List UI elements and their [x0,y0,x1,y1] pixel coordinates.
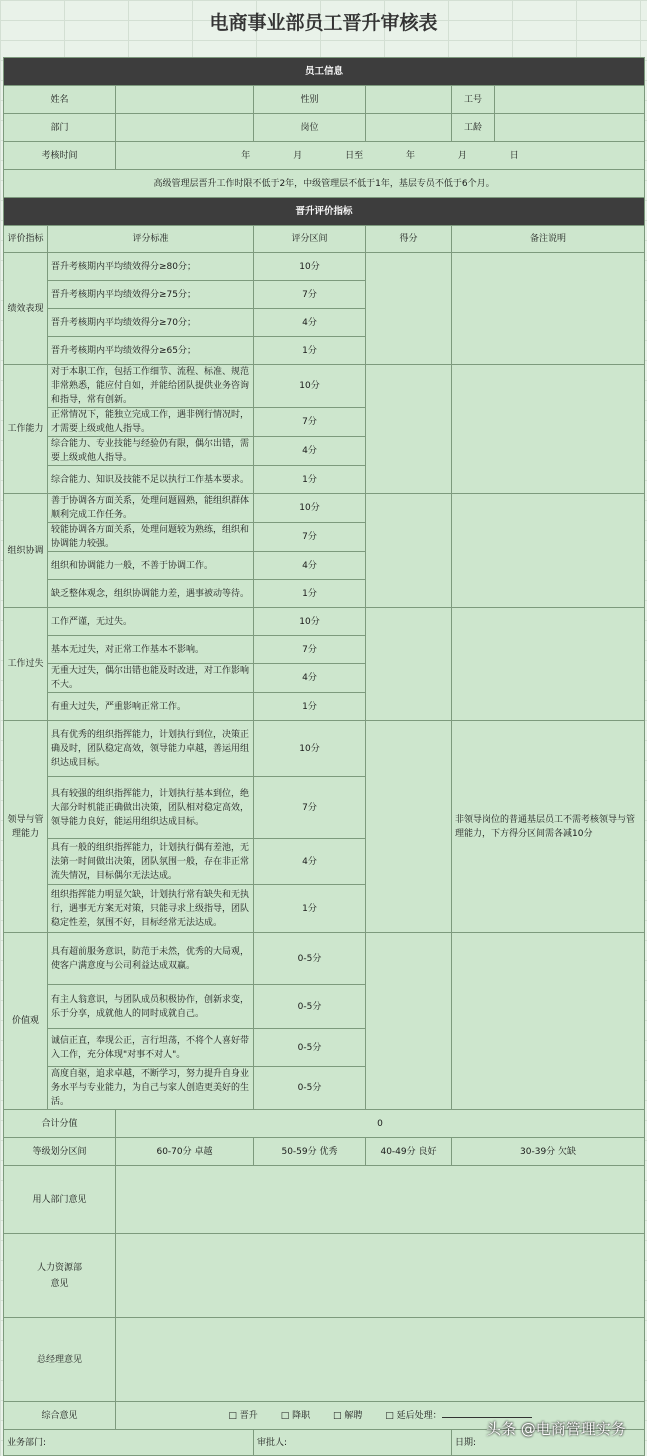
score-range: 1分 [254,337,366,365]
score-range: 10分 [254,365,366,408]
criterion: 较能协调各方面关系，处理问题较为熟练，组织和协调能力较强。 [48,523,254,552]
option-label: 解聘 [344,1410,363,1421]
score-range: 10分 [254,253,366,281]
score-range: 4分 [254,309,366,337]
watermark: 头条 @电商管理实务 [486,1420,626,1438]
period-year-2: 年 [405,150,415,161]
score-range: 4分 [254,839,366,885]
label-period: 考核时间 [4,142,116,170]
grade-3: 40-49分 良好 [366,1138,452,1166]
requirement-note: 高级管理层晋升工作时限不低于2年，中级管理层不低于1年，基层专员不低于6个月。 [4,170,645,198]
input-dept[interactable] [116,114,254,142]
indicator-name: 绩效表现 [4,253,48,365]
section-header-evaluation: 晋升评价指标 [4,198,645,226]
option-promote[interactable] [228,1409,257,1423]
score-input[interactable] [366,721,452,933]
criterion: 缺乏整体观念，组织协调能力差，遇事被动等待。 [48,580,254,608]
label-emp-no: 工号 [452,86,495,114]
criterion: 对于本职工作，包括工作细节、流程、标准、规范非常熟悉，能应付自如，并能给团队提供业务咨询和指导，常有创新。 [48,365,254,408]
score-range: 1分 [254,466,366,494]
score-input[interactable] [366,608,452,721]
indicator-note[interactable] [452,494,645,608]
input-hr-opinion[interactable] [116,1234,645,1318]
label-position: 岗位 [254,114,366,142]
col-header-range: 评分区间 [254,226,366,253]
indicator-note[interactable] [452,933,645,1110]
label-seniority: 工龄 [452,114,495,142]
col-header-criterion: 评分标准 [48,226,254,253]
option-label: 晋升 [239,1410,258,1421]
criterion: 诚信正直，奉现公正，言行坦荡，不将个人喜好带入工作，充分体现"对事不对人"。 [48,1029,254,1067]
criterion: 有主人翁意识，与团队成员积极协作，创新求变，乐于分享，成就他人的同时成就自己。 [48,985,254,1029]
signoff-dept[interactable] [4,1430,254,1456]
score-input[interactable] [366,253,452,365]
criterion: 具有超前服务意识，防范于未然，优秀的大局观，使客户满意度与公司利益达成双赢。 [48,933,254,985]
option-label: 延后处理： [396,1410,442,1421]
label-hr-opinion: 人力资源部 意见 [4,1234,116,1318]
score-range: 4分 [254,552,366,580]
indicator-name: 工作过失 [4,608,48,721]
score-range: 4分 [254,437,366,466]
label-signoff-dept: 业务部门: [7,1437,47,1448]
indicator-name: 领导与管理能力 [4,721,48,933]
criterion: 无重大过失，偶尔出错也能及时改进，对工作影响不大。 [48,664,254,693]
indicator-note[interactable]: 非领导岗位的普通基层员工不需考核领导与管理能力，下方得分区间需各减10分 [452,721,645,933]
indicator-name: 组织协调 [4,494,48,608]
criterion: 具有优秀的组织指挥能力，计划执行到位，决策正确及时，团队稳定高效，领导能力卓越，善运用组织达成目标。 [48,721,254,777]
input-seniority[interactable] [495,114,645,142]
score-range: 1分 [254,885,366,933]
checkbox-icon: □ [228,1410,237,1421]
criterion: 组织指挥能力明显欠缺，计划执行常有缺失和无执行，遇事无方案无对策，只能寻求上级指导，团队稳定性差，氛围不好，目标经常无法达成。 [48,885,254,933]
period-day-to: 日至 [345,150,364,161]
period-day-2: 日 [509,150,519,161]
checkbox-icon: □ [385,1410,394,1421]
criterion: 有重大过失，严重影响正常工作。 [48,693,254,721]
score-input[interactable] [366,365,452,494]
promotion-review-form [3,57,645,1456]
label-gm-opinion: 总经理意见 [4,1318,116,1402]
period-month-2: 月 [457,150,467,161]
criterion: 组织和协调能力一般，不善于协调工作。 [48,552,254,580]
period-month-1: 月 [293,150,303,161]
criterion: 晋升考核期内平均绩效得分≥75分； [48,281,254,309]
criterion: 具有一般的组织指挥能力，计划执行偶有差池，无法第一时间做出决策，团队氛围一般，存在非正常流失情况，目标偶尔无法达成。 [48,839,254,885]
option-dismiss[interactable] [333,1409,362,1423]
score-range: 10分 [254,721,366,777]
input-emp-no[interactable] [495,86,645,114]
score-range: 7分 [254,408,366,437]
section-header-employee-info: 员工信息 [4,58,645,86]
score-input[interactable] [366,494,452,608]
score-range: 0-5分 [254,933,366,985]
col-header-score: 得分 [366,226,452,253]
score-range: 7分 [254,636,366,664]
grade-4: 30-39分 欠缺 [452,1138,645,1166]
input-gender[interactable] [366,86,452,114]
score-range: 1分 [254,580,366,608]
input-position[interactable] [366,114,452,142]
criterion: 晋升考核期内平均绩效得分≥70分； [48,309,254,337]
checkbox-icon: □ [280,1410,290,1421]
col-header-note: 备注说明 [452,226,645,253]
score-range: 0-5分 [254,1067,366,1110]
score-range: 1分 [254,693,366,721]
indicator-name: 价值观 [4,933,48,1110]
indicator-note[interactable] [452,608,645,721]
label-dept-opinion: 用人部门意见 [4,1166,116,1234]
score-range: 0-5分 [254,1029,366,1067]
score-range: 7分 [254,777,366,839]
criterion: 工作严谨，无过失。 [48,608,254,636]
indicator-note[interactable] [452,253,645,365]
input-name[interactable] [116,86,254,114]
score-range: 10分 [254,608,366,636]
signoff-approver[interactable] [254,1430,452,1456]
score-range: 0-5分 [254,985,366,1029]
label-approver: 审批人: [257,1437,288,1448]
score-range: 7分 [254,281,366,309]
grade-1: 60-70分 卓越 [116,1138,254,1166]
label-gender: 性别 [254,86,366,114]
criterion: 善于协调各方面关系，处理问题圆熟，能组织群体顺利完成工作任务。 [48,494,254,523]
total-value: 0 [116,1110,645,1138]
input-period[interactable] [116,142,645,170]
criterion: 综合能力、专业技能与经验仍有限，偶尔出错，需要上级或他人指导。 [48,437,254,466]
label-final-opinion: 综合意见 [4,1402,116,1430]
checkbox-icon: □ [332,1410,342,1421]
grade-2: 50-59分 优秀 [254,1138,366,1166]
score-range: 7分 [254,523,366,552]
criterion: 基本无过失，对正常工作基本不影响。 [48,636,254,664]
label-grade: 等级划分区间 [4,1138,116,1166]
label-name: 姓名 [4,86,116,114]
col-header-indicator: 评价指标 [4,226,48,253]
score-input[interactable] [366,933,452,1110]
criterion: 综合能力、知识及技能不足以执行工作基本要求。 [48,466,254,494]
criterion: 晋升考核期内平均绩效得分≥65分； [48,337,254,365]
input-dept-opinion[interactable] [116,1166,645,1234]
label-date: 日期: [455,1437,477,1448]
criterion: 具有较强的组织指挥能力，计划执行基本到位，绝大部分时机能正确做出决策，团队相对稳定高效，领导能力良好，能运用组织达成目标。 [48,777,254,839]
criterion: 晋升考核期内平均绩效得分≥80分； [48,253,254,281]
indicator-name: 工作能力 [4,365,48,494]
option-demote[interactable] [281,1409,310,1423]
page-title: 电商事业部员工晋升审核表 [209,11,438,34]
criterion: 正常情况下，能独立完成工作，遇非例行情况时，才需要上级或他人指导。 [48,408,254,437]
period-year-1: 年 [241,150,251,161]
score-range: 10分 [254,494,366,523]
criterion: 高度自驱，追求卓越，不断学习，努力提升自身业务水平与专业能力，为自己与家人创造更美好的生活。 [48,1067,254,1110]
label-dept: 部门 [4,114,116,142]
indicator-note[interactable] [452,365,645,494]
label-total: 合计分值 [4,1110,116,1138]
input-gm-opinion[interactable] [116,1318,645,1402]
option-label: 降职 [292,1410,311,1421]
score-range: 4分 [254,664,366,693]
